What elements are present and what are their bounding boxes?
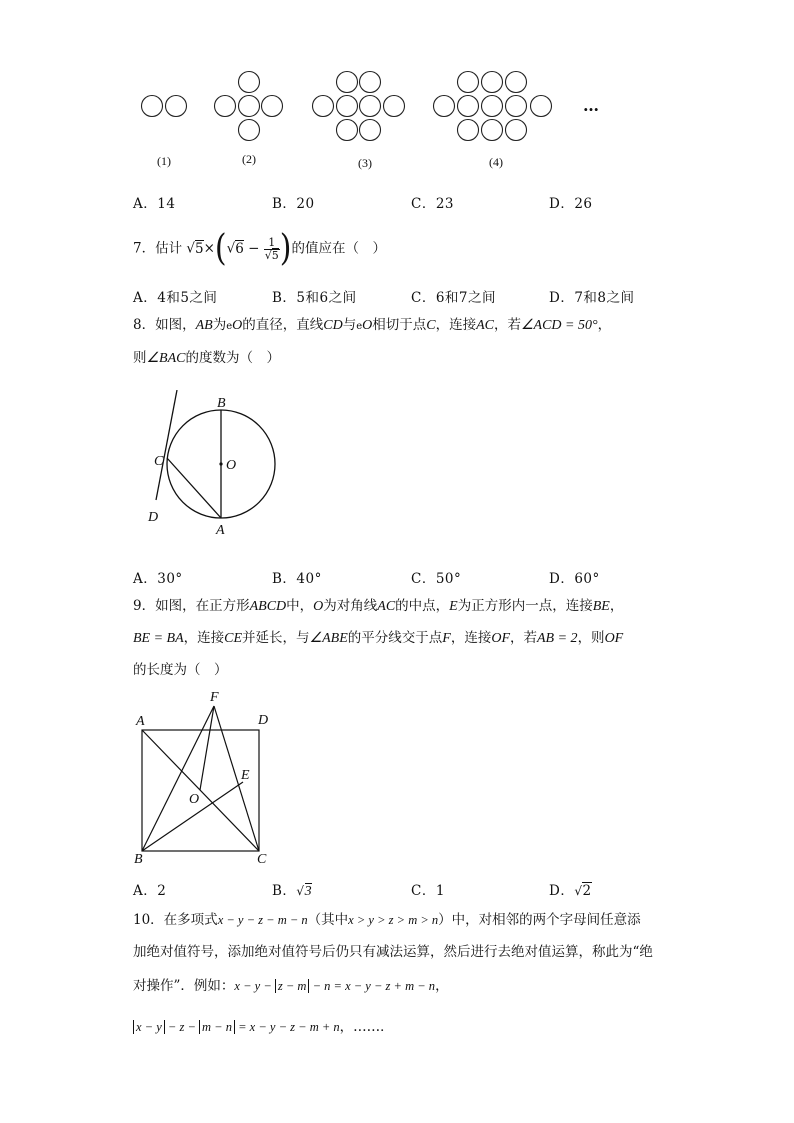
q7-option-c[interactable]: C．6和7之间 xyxy=(411,290,497,306)
q10-stem-line2: 加绝对值符号，添加绝对值符号后仍只有减法运算，然后进行去绝对值运算，称此为“绝 xyxy=(133,944,653,960)
q7-option-a[interactable]: A．4和5之间 xyxy=(133,290,218,306)
q7-stem: 7．估计 √5×(√6 − $\frac{1}{√5}$ )的值应在（ ） xyxy=(133,227,386,270)
label-e: E xyxy=(241,768,250,783)
q6-option-c[interactable]: C．23 xyxy=(411,196,455,212)
q7-option-d[interactable]: D．7和8之间 xyxy=(549,290,635,306)
fig-label-3: (3) xyxy=(358,156,372,170)
q8-option-a[interactable]: A．30° xyxy=(133,571,183,587)
q9-square-diagram xyxy=(130,686,290,866)
segment-ac xyxy=(167,458,221,518)
center-dot xyxy=(219,462,222,465)
label-f: F xyxy=(210,690,219,705)
q7-option-b[interactable]: B．5和6之间 xyxy=(272,290,357,306)
q6-option-d[interactable]: D．26 xyxy=(549,196,593,212)
q9-option-a[interactable]: A．2 xyxy=(133,883,167,899)
fig-label-1: (1) xyxy=(157,154,171,168)
pattern-4 xyxy=(434,72,552,141)
q9-stem-line1: 9．如图，在正方形ABCD中，O为对角线AC的中点，E为正方形内一点，连接BE， xyxy=(133,598,624,614)
q8-option-c[interactable]: C．50° xyxy=(411,571,462,587)
q8-option-b[interactable]: B．40° xyxy=(272,571,322,587)
q9-option-b[interactable]: B．√3 xyxy=(272,883,313,899)
label-d: D xyxy=(258,713,269,728)
label-d: D xyxy=(148,510,159,525)
q6-option-a[interactable]: A．14 xyxy=(133,196,176,212)
fig-label-4: (4) xyxy=(489,155,503,169)
label-b: B xyxy=(134,852,143,866)
q6-option-b[interactable]: B．20 xyxy=(272,196,315,212)
q10-stem-line4: x − y − z − m − n = x − y − z − m + n，……． xyxy=(133,1017,394,1037)
label-a: A xyxy=(216,523,225,538)
q10-stem-line1: 10．在多项式x − y − z − m − n（其中x > y > z > m > n）中，对相邻的两个字母间任意添 xyxy=(133,912,641,928)
segment-of xyxy=(200,706,214,790)
fig-label-2: (2) xyxy=(242,152,256,166)
pattern-3 xyxy=(313,72,405,141)
diagonal-ac xyxy=(142,730,259,851)
q8-stem-line2: 则∠BAC的度数为（ ） xyxy=(133,350,280,366)
q9-stem-line3: 的长度为（ ） xyxy=(133,662,228,678)
q9-option-d[interactable]: D．√2 xyxy=(549,883,592,899)
segment-bf xyxy=(142,706,214,851)
circle-pattern-figure xyxy=(0,0,794,180)
label-c: C xyxy=(154,454,164,469)
pattern-ellipsis: … xyxy=(583,96,599,115)
q10-stem-line3: 对操作”．例如：x − y − z − m − n = x − y − z + m − n， xyxy=(133,978,449,994)
segment-fc xyxy=(214,706,259,851)
pattern-2 xyxy=(215,72,283,141)
q9-stem-line2: BE = BA，连接CE并延长，与∠ABE的平分线交于点F，连接OF，若AB = 2，则OF xyxy=(133,630,624,646)
label-o: O xyxy=(189,792,200,807)
tangent-line-cd xyxy=(156,390,177,500)
label-c: C xyxy=(257,852,267,866)
q9-option-c[interactable]: C．1 xyxy=(411,883,445,899)
q8-stem-line1: 8．如图，AB为eO的直径，直线CD与eO相切于点C，连接AC，若∠ACD = 50°， xyxy=(133,317,612,333)
label-b: B xyxy=(217,396,226,411)
label-a: A xyxy=(136,714,145,729)
label-o: O xyxy=(226,458,237,473)
q8-option-d[interactable]: D．60° xyxy=(549,571,600,587)
pattern-1 xyxy=(142,96,187,117)
q8-circle-diagram xyxy=(140,390,290,540)
